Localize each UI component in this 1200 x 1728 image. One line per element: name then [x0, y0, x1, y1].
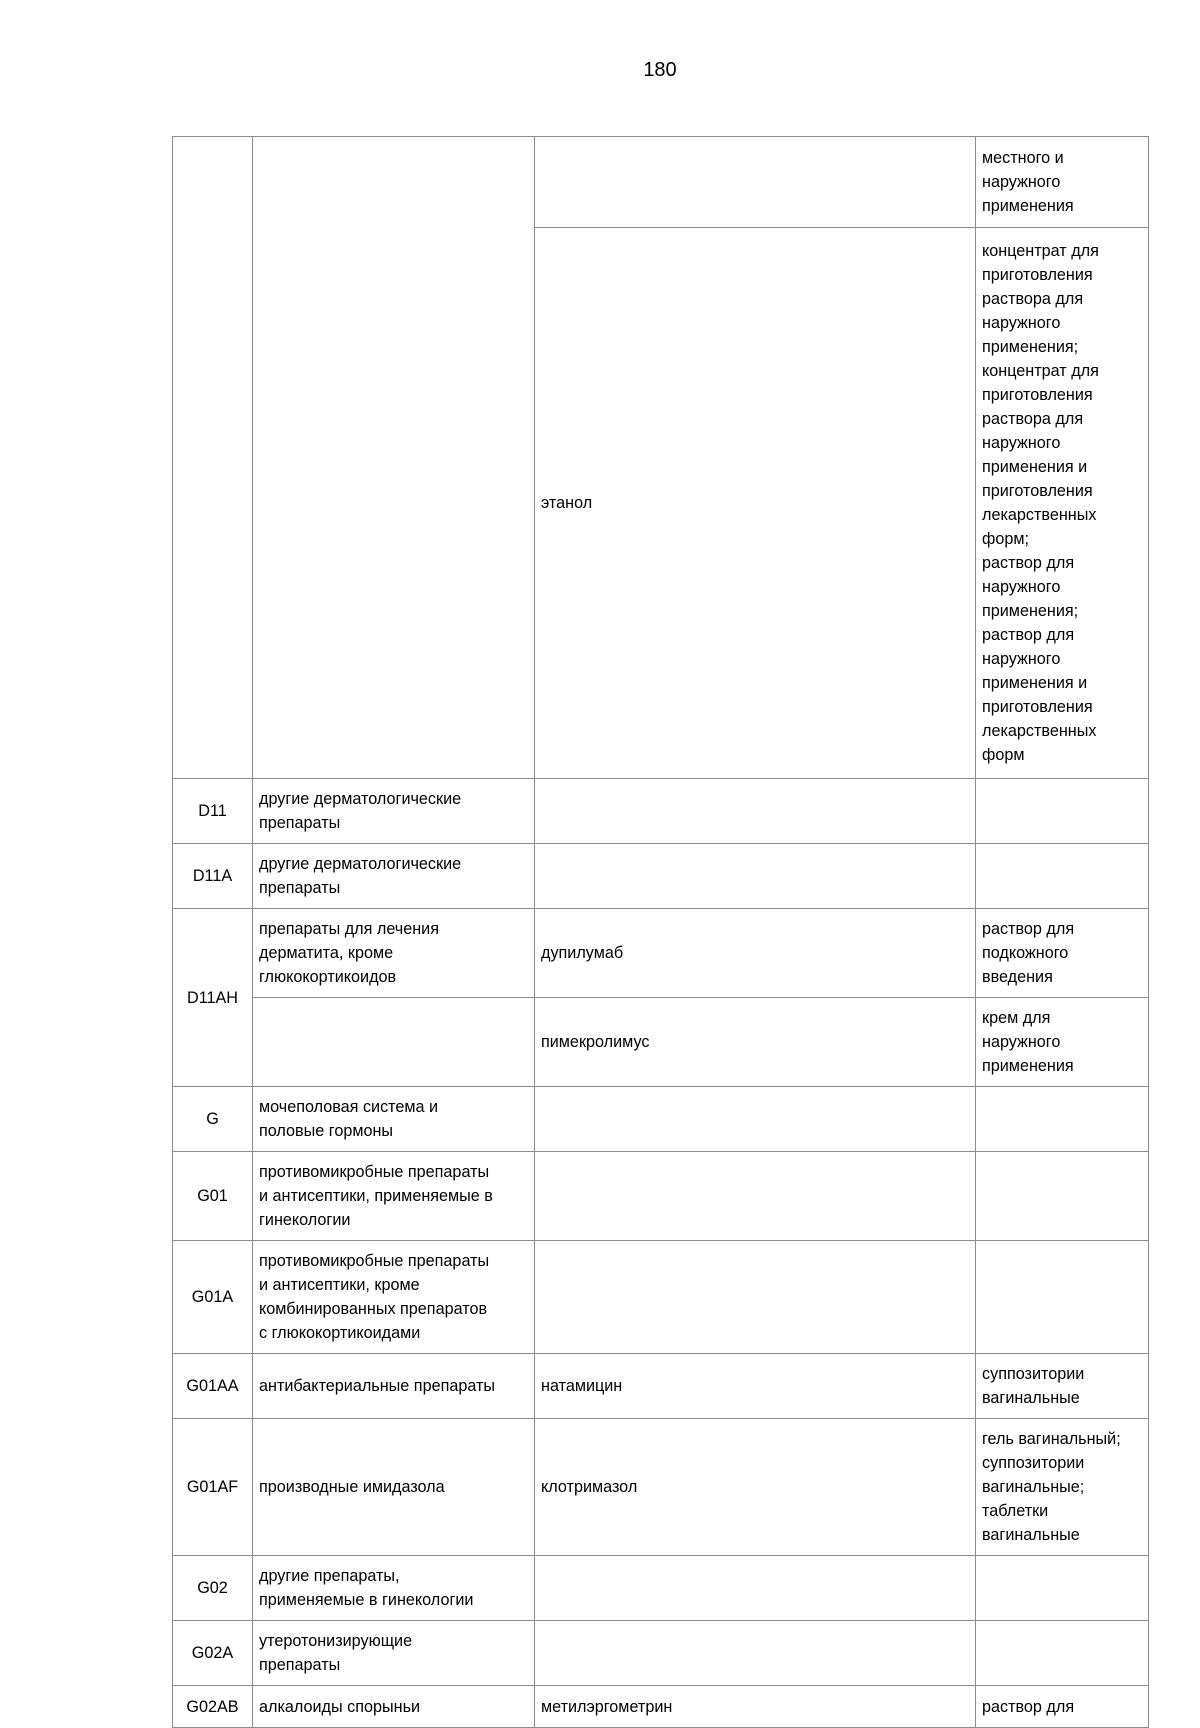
inn-cell: метилэргометрин [535, 1686, 976, 1728]
atc-code-cell: G01 [173, 1152, 253, 1241]
atc-code-cell: G01AA [173, 1354, 253, 1419]
inn-cell [535, 1087, 976, 1152]
dosage-form-cell [976, 1556, 1149, 1621]
table-row [173, 1152, 1149, 1241]
dosage-form-cell [976, 1087, 1149, 1152]
atc-code-cell: G01AF [173, 1419, 253, 1556]
inn-cell: этанол [535, 228, 976, 779]
inn-cell: натамицин [535, 1354, 976, 1419]
inn-cell: клотримазол [535, 1419, 976, 1556]
atc-code-cell: G02 [173, 1556, 253, 1621]
group-name-cell: другие дерматологические препараты [253, 779, 535, 844]
dosage-form-cell: суппозитории вагинальные [976, 1354, 1149, 1419]
dosage-form-cell [976, 1241, 1149, 1354]
inn-cell: дупилумаб [535, 909, 976, 998]
table-row [173, 998, 1149, 1087]
group-name-cell [253, 998, 535, 1087]
atc-code-cell: D11A [173, 844, 253, 909]
page-number: 180 [643, 59, 677, 81]
inn-cell: пимекролимус [535, 998, 976, 1087]
table-row [173, 844, 1149, 909]
dosage-form-cell [976, 1621, 1149, 1686]
group-name-cell: мочеполовая система и половые гормоны [253, 1087, 535, 1152]
table-row [173, 1621, 1149, 1686]
dosage-form-cell [976, 779, 1149, 844]
table-row [173, 1686, 1149, 1728]
inn-cell [535, 1241, 976, 1354]
dosage-form-cell: гель вагинальный; суппозитории вагинальные; таблетки вагинальные [976, 1419, 1149, 1556]
atc-code-cell: G02A [173, 1621, 253, 1686]
table-row [173, 1087, 1149, 1152]
group-name-cell: утеротонизирующие препараты [253, 1621, 535, 1686]
dosage-form-cell: раствор для подкожного введения [976, 909, 1149, 998]
table-row [173, 1241, 1149, 1354]
dosage-form-cell [976, 844, 1149, 909]
inn-cell [535, 137, 976, 228]
group-name-cell: другие дерматологические препараты [253, 844, 535, 909]
group-name-cell: препараты для лечения дерматита, кроме глюкокортикоидов [253, 909, 535, 998]
atc-code-cell: D11 [173, 779, 253, 844]
group-name-cell: противомикробные препараты и антисептики, кроме комбинированных препаратов с глюкокортикоидами [253, 1241, 535, 1354]
group-name-cell: другие препараты, применяемые в гинекологии [253, 1556, 535, 1621]
table-row [173, 1419, 1149, 1556]
group-name-cell: противомикробные препараты и антисептики, применяемые в гинекологии [253, 1152, 535, 1241]
atc-code-cell: D11AH [173, 909, 253, 1087]
dosage-form-cell: местного и наружного применения [976, 137, 1149, 228]
table-row [173, 1354, 1149, 1419]
atc-code-cell: G02AB [173, 1686, 253, 1728]
dosage-form-cell [976, 1152, 1149, 1241]
atc-code-cell [173, 137, 253, 779]
table-row [173, 779, 1149, 844]
atc-code-cell: G [173, 1087, 253, 1152]
inn-cell [535, 844, 976, 909]
dosage-form-cell: концентрат для приготовления раствора для наружного применения; концентрат для приготовления раствора для наружного применения и приготовления лекарственных форм; раствор для наружного применения; раствор для наружного применения и приготовления лекарственных форм [976, 228, 1149, 779]
inn-cell [535, 1621, 976, 1686]
drug-table [172, 136, 1149, 1728]
table-row [173, 909, 1149, 998]
group-name-cell [253, 137, 535, 779]
dosage-form-cell: раствор для [976, 1686, 1149, 1728]
inn-cell [535, 1556, 976, 1621]
group-name-cell: антибактериальные препараты [253, 1354, 535, 1419]
atc-code-cell: G01A [173, 1241, 253, 1354]
group-name-cell: алкалоиды спорыньи [253, 1686, 535, 1728]
dosage-form-cell: крем для наружного применения [976, 998, 1149, 1087]
inn-cell [535, 1152, 976, 1241]
table-row [173, 137, 1149, 228]
group-name-cell: производные имидазола [253, 1419, 535, 1556]
inn-cell [535, 779, 976, 844]
table-row [173, 1556, 1149, 1621]
